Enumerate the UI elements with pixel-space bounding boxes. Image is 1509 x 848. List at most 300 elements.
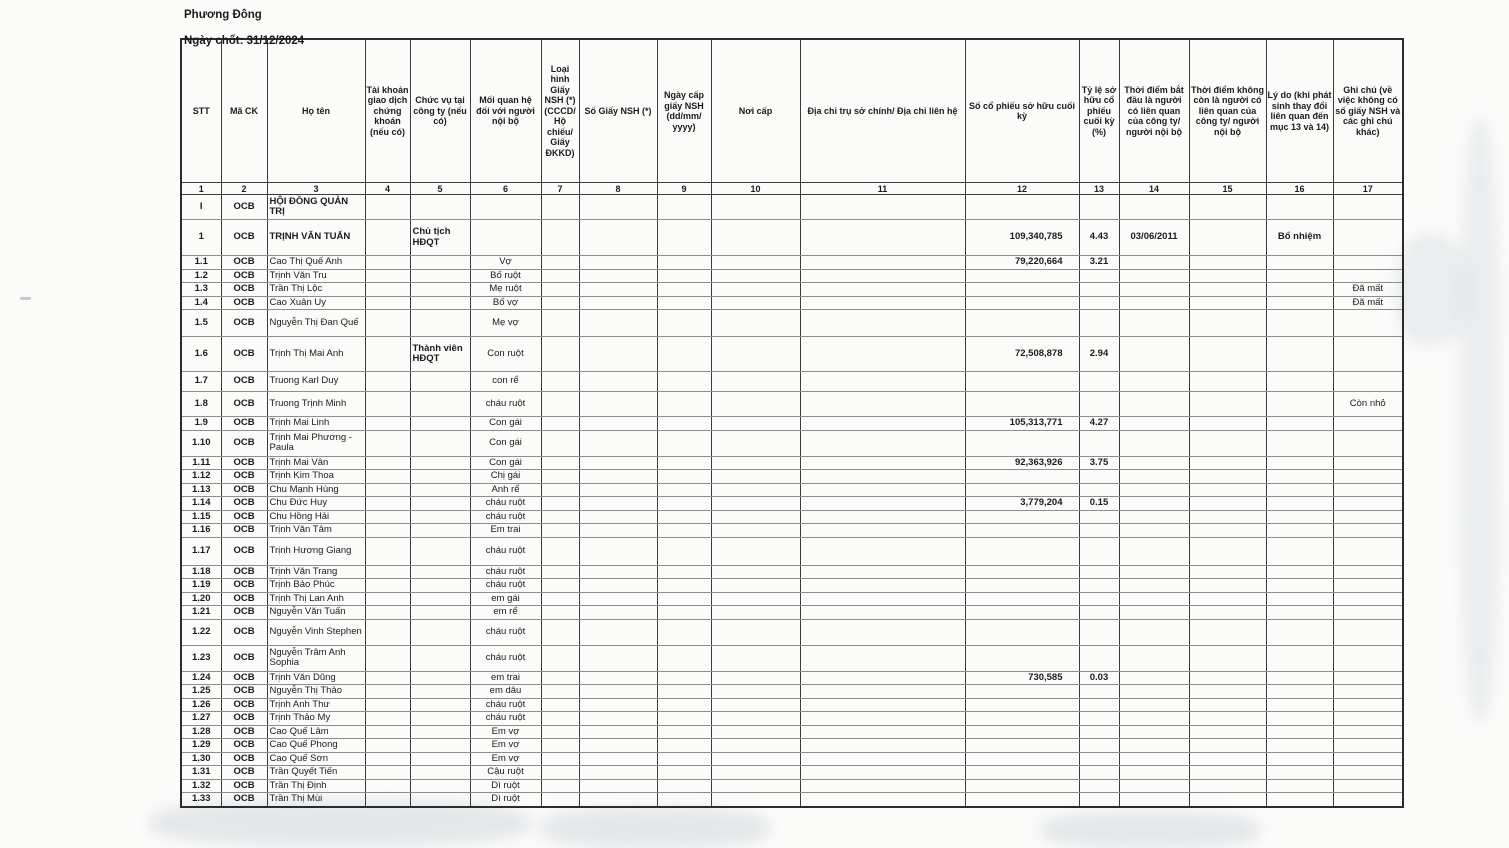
cell-doc_type [541,337,579,372]
cell-doc_date [657,310,711,337]
cell-start [1119,752,1189,766]
cell-place [711,725,800,739]
cell-note: Đã mất [1333,296,1403,310]
cell-doc_date [657,752,711,766]
cell-place [711,793,800,807]
cell-doc_type [541,497,579,511]
cell-doc_type [541,712,579,726]
cell-doc_type [541,698,579,712]
cell-note [1333,671,1403,685]
cell-doc_date [657,671,711,685]
cell-doc_no [579,739,657,753]
cell-pct [1079,524,1119,538]
cell-place [711,619,800,645]
cell-stt: 1.21 [181,606,221,620]
cell-doc_date [657,579,711,593]
cell-stt: 1.8 [181,392,221,417]
cell-rel: cháu ruột [470,645,541,671]
cell-note [1333,372,1403,392]
cell-doc_type [541,793,579,807]
column-number-15: 15 [1189,183,1266,195]
cell-rel: Vợ [470,256,541,270]
cell-pos [410,256,470,270]
cell-doc_date [657,565,711,579]
person-row [181,310,1403,337]
cell-name: Nguyễn Thị Thảo [267,685,365,699]
cell-stt: 1.22 [181,619,221,645]
cell-doc_type [541,565,579,579]
cell-name: Cao Thị Quế Anh [267,256,365,270]
cell-stt: 1.10 [181,430,221,456]
cell-place [711,671,800,685]
cell-doc_type [541,619,579,645]
related-persons-table [180,38,1404,808]
cell-doc_date [657,417,711,431]
column-number-8: 8 [579,183,657,195]
cell-ma: OCB [221,483,267,497]
column-number-12: 12 [965,183,1079,195]
cell-name: Trịnh Văn Trang [267,565,365,579]
cell-end [1189,256,1266,270]
cell-acct [365,296,410,310]
cell-acct [365,606,410,620]
column-number-11: 11 [800,183,965,195]
cell-reason [1266,392,1333,417]
cell-pct [1079,766,1119,780]
cell-doc_date [657,220,711,256]
cell-pos [410,685,470,699]
cell-doc_type [541,392,579,417]
cell-name: Trịnh Văn Dũng [267,671,365,685]
person-row [181,739,1403,753]
cell-doc_date [657,470,711,484]
cell-doc_type [541,195,579,220]
cell-rel: cháu ruột [470,392,541,417]
cell-note [1333,579,1403,593]
record-date-line: Ngày chốt: 31/12/2024 [184,35,305,47]
cell-name: Trịnh Văn Tru [267,269,365,283]
cell-start: 03/06/2011 [1119,220,1189,256]
cell-rel: Con ruột [470,337,541,372]
cell-doc_type [541,606,579,620]
cell-stt: 1.12 [181,470,221,484]
cell-name: Trịnh Thị Lan Anh [267,592,365,606]
cell-pos [410,510,470,524]
cell-doc_type [541,417,579,431]
cell-doc_date [657,296,711,310]
cell-name: Chu Đức Huy [267,497,365,511]
cell-doc_no [579,752,657,766]
cell-ma: OCB [221,296,267,310]
cell-place [711,456,800,470]
cell-note [1333,470,1403,484]
cell-note [1333,537,1403,565]
cell-ma: OCB [221,510,267,524]
cell-reason [1266,685,1333,699]
cell-doc_type [541,752,579,766]
cell-reason [1266,269,1333,283]
cell-name: Trịnh Bảo Phúc [267,579,365,593]
cell-doc_no [579,417,657,431]
cell-rel: Cậu ruột [470,766,541,780]
cell-acct [365,256,410,270]
person-row [181,430,1403,456]
cell-name: Truong Trịnh Minh [267,392,365,417]
column-number-5: 5 [410,183,470,195]
cell-pct [1079,779,1119,793]
column-header-13: Tỷ lệ sở hữu cổ phiếu cuối kỳ (%) [1079,39,1119,183]
cell-acct [365,470,410,484]
cell-acct [365,372,410,392]
cell-acct [365,766,410,780]
column-header-7: Loại hình Giấy NSH (*) (CCCD/ Hộ chiếu/ Giấy ĐKKD) [541,39,579,183]
cell-end [1189,195,1266,220]
cell-ma: OCB [221,310,267,337]
cell-ma: OCB [221,579,267,593]
cell-doc_date [657,337,711,372]
person-row [181,337,1403,372]
cell-place [711,337,800,372]
cell-name: Trần Thị Mùi [267,793,365,807]
cell-pct: 3.21 [1079,256,1119,270]
cell-doc_date [657,372,711,392]
cell-start [1119,766,1189,780]
header-number-row [181,183,1403,195]
cell-place [711,296,800,310]
cell-name: Trịnh Mai Linh [267,417,365,431]
cell-end [1189,497,1266,511]
cell-doc_type [541,430,579,456]
cell-rel: em rể [470,606,541,620]
cell-pos [410,524,470,538]
person-row [181,269,1403,283]
cell-shares [965,579,1079,593]
person-row [181,524,1403,538]
cell-doc_no [579,725,657,739]
cell-end [1189,579,1266,593]
cell-doc_type [541,283,579,297]
person-row [181,283,1403,297]
cell-end [1189,793,1266,807]
column-header-15: Thời điểm không còn là người có liên quan của công ty/ người nội bộ [1189,39,1266,183]
cell-shares: 79,220,664 [965,256,1079,270]
cell-start [1119,392,1189,417]
cell-rel: Em vợ [470,752,541,766]
cell-start [1119,671,1189,685]
person-row [181,565,1403,579]
column-header-16: Lý do (khi phát sinh thay đổi liên quan đến mục 13 và 14) [1266,39,1333,183]
cell-start [1119,470,1189,484]
cell-doc_no [579,430,657,456]
cell-ma: OCB [221,337,267,372]
cell-pct: 4.27 [1079,417,1119,431]
cell-addr [800,220,965,256]
cell-stt: 1.28 [181,725,221,739]
cell-end [1189,372,1266,392]
cell-name: Trịnh Kim Thoa [267,470,365,484]
cell-place [711,606,800,620]
cell-note [1333,483,1403,497]
cell-rel: Dì ruột [470,779,541,793]
cell-addr [800,766,965,780]
cell-place [711,483,800,497]
cell-doc_no [579,220,657,256]
column-header-6: Mối quan hệ đối với người nội bộ [470,39,541,183]
cell-addr [800,685,965,699]
column-header-10: Nơi cấp [711,39,800,183]
cell-doc_no [579,337,657,372]
cell-start [1119,524,1189,538]
column-number-14: 14 [1119,183,1189,195]
cell-doc_no [579,619,657,645]
cell-doc_no [579,392,657,417]
cell-start [1119,256,1189,270]
cell-doc_type [541,269,579,283]
cell-addr [800,712,965,726]
cell-acct [365,195,410,220]
cell-doc_date [657,483,711,497]
cell-acct [365,524,410,538]
cell-note [1333,645,1403,671]
cell-doc_no [579,685,657,699]
cell-ma: OCB [221,283,267,297]
cell-ma: OCB [221,565,267,579]
cell-end [1189,510,1266,524]
cell-addr [800,470,965,484]
cell-stt: 1.33 [181,793,221,807]
cell-place [711,712,800,726]
scan-artifact [1460,120,1500,720]
cell-doc_type [541,579,579,593]
cell-end [1189,752,1266,766]
person-row [181,256,1403,270]
cell-end [1189,779,1266,793]
column-header-9: Ngày cấp giấy NSH (dd/mm/ yyyy) [657,39,711,183]
cell-pos [410,430,470,456]
cell-doc_type [541,483,579,497]
cell-reason [1266,310,1333,337]
cell-shares: 105,313,771 [965,417,1079,431]
cell-ma: OCB [221,712,267,726]
cell-shares [965,392,1079,417]
cell-name: Trần Quyết Tiến [267,766,365,780]
person-row [181,779,1403,793]
cell-doc_no [579,256,657,270]
cell-note [1333,497,1403,511]
cell-reason [1266,337,1333,372]
cell-doc_no [579,310,657,337]
column-header-8: Số Giấy NSH (*) [579,39,657,183]
cell-end [1189,685,1266,699]
cell-addr [800,392,965,417]
cell-rel: cháu ruột [470,565,541,579]
column-header-12: Số cổ phiếu sở hữu cuối kỳ [965,39,1079,183]
cell-end [1189,456,1266,470]
cell-shares [965,269,1079,283]
cell-addr [800,510,965,524]
cell-pct [1079,645,1119,671]
cell-doc_type [541,372,579,392]
cell-name: Trịnh Hương Giang [267,537,365,565]
cell-name: Trịnh Thảo My [267,712,365,726]
cell-addr [800,579,965,593]
cell-doc_date [657,685,711,699]
cell-rel: Anh rể [470,483,541,497]
cell-place [711,537,800,565]
cell-name: Nguyễn Văn Tuấn [267,606,365,620]
cell-reason [1266,739,1333,753]
column-header-5: Chức vụ tại công ty (nếu có) [410,39,470,183]
cell-acct [365,417,410,431]
column-header-4: Tài khoản giao dịch chứng khoán (nếu có) [365,39,410,183]
cell-pos [410,712,470,726]
scan-artifact [540,808,770,848]
cell-shares [965,779,1079,793]
cell-doc_date [657,606,711,620]
cell-doc_no [579,606,657,620]
cell-end [1189,392,1266,417]
column-number-10: 10 [711,183,800,195]
cell-place [711,510,800,524]
cell-note [1333,606,1403,620]
cell-acct [365,579,410,593]
cell-stt: 1.3 [181,283,221,297]
cell-pos [410,417,470,431]
cell-ma: OCB [221,417,267,431]
cell-start [1119,579,1189,593]
cell-pos [410,752,470,766]
cell-addr [800,372,965,392]
cell-rel: con rể [470,372,541,392]
person-row [181,793,1403,807]
cell-pct [1079,565,1119,579]
cell-doc_type [541,645,579,671]
cell-name: Truong Karl Duy [267,372,365,392]
cell-pos [410,195,470,220]
cell-pos [410,269,470,283]
cell-ma: OCB [221,537,267,565]
cell-note [1333,793,1403,807]
column-header-14: Thời điểm bắt đầu là người có liên quan của công ty/ người nội bộ [1119,39,1189,183]
cell-doc_no [579,456,657,470]
cell-name: Nguyễn Vinh Stephen [267,619,365,645]
column-number-7: 7 [541,183,579,195]
cell-rel: em dâu [470,685,541,699]
cell-note [1333,619,1403,645]
cell-end [1189,766,1266,780]
cell-end [1189,725,1266,739]
cell-pct [1079,712,1119,726]
cell-addr [800,524,965,538]
cell-stt: 1.17 [181,537,221,565]
cell-end [1189,645,1266,671]
cell-doc_date [657,645,711,671]
cell-start [1119,739,1189,753]
cell-ma: OCB [221,685,267,699]
cell-doc_no [579,793,657,807]
cell-note [1333,510,1403,524]
cell-pos [410,671,470,685]
cell-rel: Mẹ vợ [470,310,541,337]
cell-name: Trần Thị Định [267,779,365,793]
cell-end [1189,470,1266,484]
cell-shares [965,685,1079,699]
cell-stt: 1.5 [181,310,221,337]
cell-addr [800,779,965,793]
cell-pct [1079,510,1119,524]
cell-shares [965,645,1079,671]
cell-reason [1266,565,1333,579]
cell-addr [800,483,965,497]
cell-pct [1079,310,1119,337]
cell-shares [965,565,1079,579]
cell-place [711,195,800,220]
cell-start [1119,430,1189,456]
cell-reason [1266,619,1333,645]
column-header-1: STT [181,39,221,183]
cell-end [1189,220,1266,256]
cell-rel: cháu ruột [470,619,541,645]
cell-acct [365,565,410,579]
cell-pos [410,470,470,484]
cell-place [711,256,800,270]
cell-name: Nguyễn Trâm Anh Sophia [267,645,365,671]
cell-rel: em gái [470,592,541,606]
cell-addr [800,606,965,620]
cell-doc_no [579,195,657,220]
cell-note [1333,766,1403,780]
cell-stt: 1.15 [181,510,221,524]
cell-doc_type [541,685,579,699]
cell-addr [800,430,965,456]
cell-ma: OCB [221,195,267,220]
cell-ma: OCB [221,592,267,606]
scan-artifact [1396,235,1466,345]
cell-name: Trịnh Mai Phương - Paula [267,430,365,456]
cell-reason [1266,510,1333,524]
person-row [181,392,1403,417]
cell-pct [1079,685,1119,699]
cell-acct [365,685,410,699]
cell-shares [965,537,1079,565]
cell-name: HỘI ĐỒNG QUẢN TRỊ [267,195,365,220]
cell-end [1189,619,1266,645]
cell-end [1189,483,1266,497]
cell-addr [800,645,965,671]
person-row [181,497,1403,511]
cell-doc_no [579,565,657,579]
cell-pos: Thành viên HĐQT [410,337,470,372]
cell-addr [800,296,965,310]
cell-ma: OCB [221,220,267,256]
cell-start [1119,372,1189,392]
cell-doc_date [657,619,711,645]
person-row [181,752,1403,766]
person-row [181,645,1403,671]
cell-shares: 92,363,926 [965,456,1079,470]
cell-place [711,645,800,671]
cell-addr [800,417,965,431]
column-number-9: 9 [657,183,711,195]
cell-place [711,430,800,456]
cell-place [711,269,800,283]
cell-doc_no [579,698,657,712]
cell-ma: OCB [221,698,267,712]
cell-pos [410,310,470,337]
cell-place [711,779,800,793]
cell-note [1333,430,1403,456]
cell-addr [800,256,965,270]
